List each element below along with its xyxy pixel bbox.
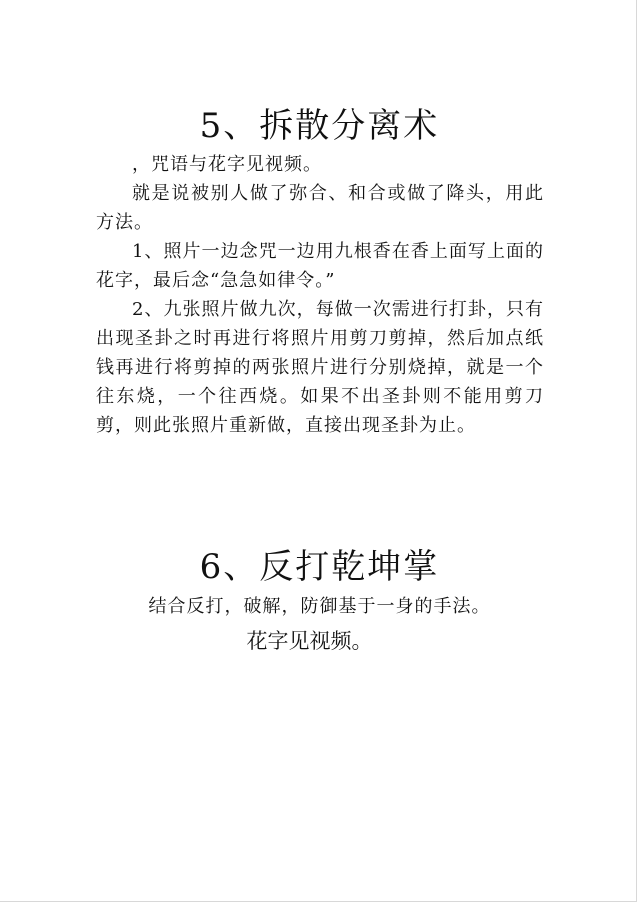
section-5-paragraph-2: 就是说被别人做了弥合、和合或做了降头，用此方法。 — [96, 183, 544, 233]
section-6-title: 6、反打乾坤掌 — [199, 547, 440, 587]
section-5-paragraph-4: 2、九张照片做九次，每做一次需进行打卦，只有出现圣卦之时再进行将照片用剪刀剪掉，然后加点纸钱再进行将剪掉的两张照片进行分别烧掉，就是一个往东烧，一个往西烧。如果不出圣卦则不能用剪刀剪，则此张照片重新做，直接出现圣卦为止。 — [96, 299, 544, 436]
section-6-note: 花字见视频。 — [246, 629, 373, 653]
section-6-subtitle: 结合反打，破解，防御基于一身的手法。 — [148, 596, 491, 617]
section-5-paragraph-1: ，咒语与花字见视频。 — [132, 154, 322, 175]
section-5-paragraph-3: 1、照片一边念咒一边用九根香在香上面写上面的花字，最后念“急急如律令。” — [96, 241, 544, 291]
section-5-body — [96, 150, 544, 440]
section-5-title: 5、拆散分离术 — [199, 106, 440, 146]
